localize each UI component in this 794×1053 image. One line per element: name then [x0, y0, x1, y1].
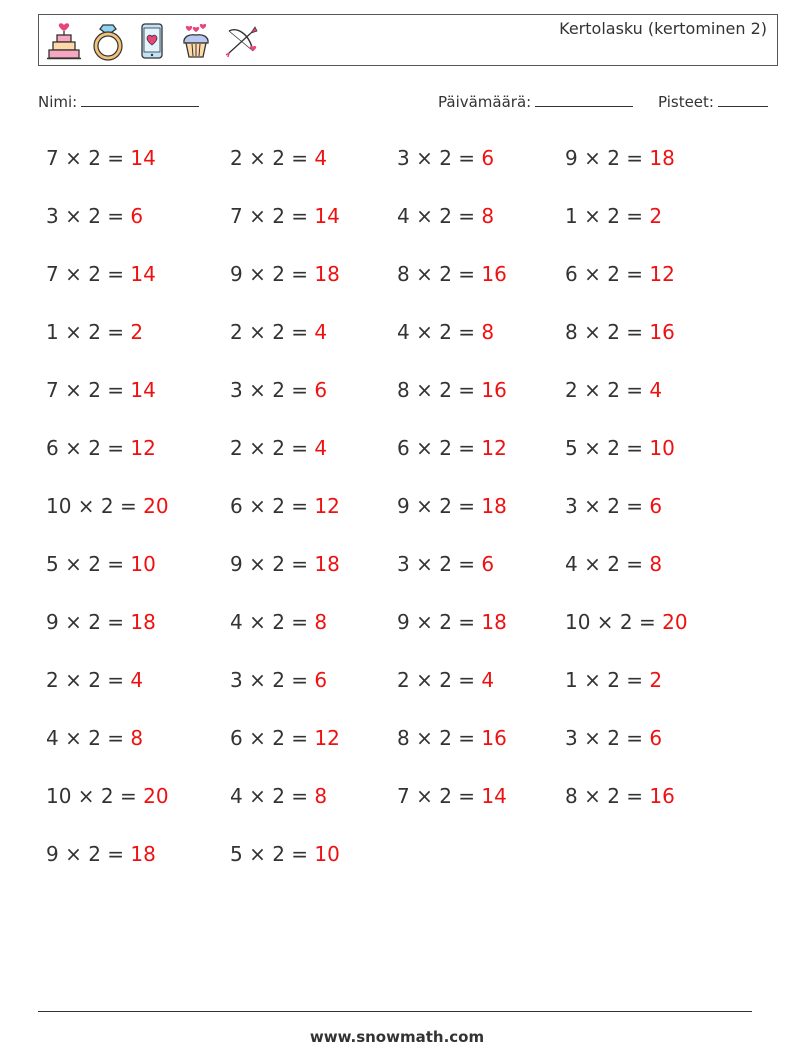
- problem-question: 4 × 2 =: [397, 204, 476, 228]
- problem-question: 8 × 2 =: [397, 262, 476, 286]
- problem-question: 8 × 2 =: [565, 320, 644, 344]
- problem-answer: 2: [130, 320, 144, 344]
- problem-question: 5 × 2 =: [46, 552, 125, 576]
- problem-question: 6 × 2 =: [397, 436, 476, 460]
- problem-question: 3 × 2 =: [230, 668, 309, 692]
- problem-item: [230, 146, 327, 170]
- problem-question: 2 × 2 =: [230, 146, 309, 170]
- problem-question: 3 × 2 =: [230, 378, 309, 402]
- problem-item: [230, 320, 327, 344]
- problem-question: 7 × 2 =: [46, 262, 125, 286]
- problem-item: [397, 436, 507, 460]
- problem-answer: 18: [481, 610, 507, 634]
- ring-icon: [89, 21, 127, 61]
- problem-item: [565, 610, 688, 634]
- problem-answer: 8: [649, 552, 663, 576]
- problem-answer: 8: [314, 784, 328, 808]
- problem-question: 3 × 2 =: [565, 494, 644, 518]
- problem-answer: 18: [130, 610, 156, 634]
- problem-answer: 4: [481, 668, 495, 692]
- problem-answer: 6: [130, 204, 144, 228]
- problem-answer: 2: [649, 668, 663, 692]
- problem-answer: 18: [649, 146, 675, 170]
- problem-question: 9 × 2 =: [397, 494, 476, 518]
- problem-item: [230, 436, 327, 460]
- date-field[interactable]: [438, 92, 633, 111]
- problem-item: [565, 146, 675, 170]
- problem-item: [565, 784, 675, 808]
- problem-answer: 12: [314, 494, 340, 518]
- worksheet-header: [38, 14, 778, 66]
- problem-question: 9 × 2 =: [46, 842, 125, 866]
- problem-answer: 14: [481, 784, 507, 808]
- problem-item: [46, 436, 156, 460]
- problem-item: [397, 668, 494, 692]
- problem-question: 1 × 2 =: [565, 668, 644, 692]
- problem-answer: 18: [314, 552, 340, 576]
- problem-question: 4 × 2 =: [230, 610, 309, 634]
- problem-item: [397, 146, 494, 170]
- problem-item: [46, 378, 156, 402]
- problem-question: 7 × 2 =: [46, 146, 125, 170]
- problem-item: [230, 552, 340, 576]
- problem-question: 2 × 2 =: [565, 378, 644, 402]
- problem-answer: 16: [649, 784, 675, 808]
- problem-question: 5 × 2 =: [565, 436, 644, 460]
- problem-item: [46, 842, 156, 866]
- problem-item: [565, 262, 675, 286]
- problem-item: [397, 262, 507, 286]
- name-field[interactable]: [38, 92, 199, 111]
- problem-question: 4 × 2 =: [230, 784, 309, 808]
- problem-item: [46, 668, 143, 692]
- problem-answer: 12: [130, 436, 156, 460]
- problem-question: 2 × 2 =: [46, 668, 125, 692]
- name-blank[interactable]: [81, 92, 199, 107]
- problem-answer: 16: [481, 378, 507, 402]
- problem-item: [397, 784, 507, 808]
- problem-answer: 16: [481, 262, 507, 286]
- problem-question: 7 × 2 =: [230, 204, 309, 228]
- problem-question: 4 × 2 =: [397, 320, 476, 344]
- problem-answer: 14: [130, 262, 156, 286]
- problem-item: [46, 262, 156, 286]
- problem-item: [230, 378, 327, 402]
- problem-item: [230, 494, 340, 518]
- problem-item: [565, 436, 675, 460]
- problem-answer: 4: [649, 378, 663, 402]
- problem-item: [397, 494, 507, 518]
- problem-answer: 20: [143, 494, 169, 518]
- problem-item: [230, 204, 340, 228]
- problem-item: [397, 552, 494, 576]
- score-label: Pisteet:: [658, 93, 714, 111]
- problem-answer: 16: [481, 726, 507, 750]
- problem-question: 6 × 2 =: [46, 436, 125, 460]
- problem-item: [565, 668, 662, 692]
- problem-question: 3 × 2 =: [397, 552, 476, 576]
- problem-answer: 14: [130, 378, 156, 402]
- problem-answer: 10: [649, 436, 675, 460]
- problem-answer: 20: [662, 610, 688, 634]
- problem-question: 2 × 2 =: [230, 436, 309, 460]
- problem-question: 3 × 2 =: [46, 204, 125, 228]
- problem-item: [230, 668, 327, 692]
- problem-item: [565, 494, 662, 518]
- problem-item: [397, 378, 507, 402]
- problem-item: [565, 320, 675, 344]
- problem-item: [565, 726, 662, 750]
- cupcake-icon: [177, 21, 215, 61]
- problem-item: [46, 494, 169, 518]
- problem-item: [397, 320, 494, 344]
- problem-answer: 6: [649, 494, 663, 518]
- problem-answer: 10: [130, 552, 156, 576]
- problem-question: 1 × 2 =: [565, 204, 644, 228]
- score-field[interactable]: [658, 92, 768, 111]
- problem-item: [397, 610, 507, 634]
- problem-question: 6 × 2 =: [565, 262, 644, 286]
- problem-answer: 8: [314, 610, 328, 634]
- problem-answer: 8: [130, 726, 144, 750]
- problem-answer: 8: [481, 204, 495, 228]
- date-blank[interactable]: [535, 92, 633, 107]
- problem-answer: 12: [649, 262, 675, 286]
- problem-item: [230, 610, 327, 634]
- score-blank[interactable]: [718, 92, 768, 107]
- problem-item: [230, 842, 340, 866]
- problem-answer: 4: [314, 320, 328, 344]
- problem-question: 8 × 2 =: [397, 378, 476, 402]
- problem-answer: 14: [130, 146, 156, 170]
- bow-arrow-icon: [223, 21, 261, 61]
- problem-answer: 4: [314, 436, 328, 460]
- problem-item: [46, 726, 143, 750]
- problem-question: 9 × 2 =: [46, 610, 125, 634]
- problem-item: [46, 552, 156, 576]
- cake-icon: [45, 21, 83, 61]
- problem-item: [46, 784, 169, 808]
- problem-answer: 6: [649, 726, 663, 750]
- problem-answer: 6: [481, 552, 495, 576]
- problem-answer: 6: [314, 378, 328, 402]
- problem-answer: 6: [314, 668, 328, 692]
- problem-answer: 2: [649, 204, 663, 228]
- problem-question: 10 × 2 =: [46, 494, 137, 518]
- problem-item: [397, 204, 494, 228]
- problem-answer: 8: [481, 320, 495, 344]
- problem-question: 9 × 2 =: [230, 262, 309, 286]
- problem-item: [46, 320, 143, 344]
- problem-question: 4 × 2 =: [46, 726, 125, 750]
- problem-item: [230, 726, 340, 750]
- problem-question: 10 × 2 =: [565, 610, 656, 634]
- problem-question: 1 × 2 =: [46, 320, 125, 344]
- problem-item: [46, 610, 156, 634]
- problem-answer: 14: [314, 204, 340, 228]
- footer-divider: [38, 1011, 752, 1012]
- problem-question: 4 × 2 =: [565, 552, 644, 576]
- problem-question: 6 × 2 =: [230, 726, 309, 750]
- problem-question: 9 × 2 =: [397, 610, 476, 634]
- problem-item: [46, 204, 143, 228]
- problem-answer: 4: [130, 668, 144, 692]
- problem-answer: 4: [314, 146, 328, 170]
- problem-item: [46, 146, 156, 170]
- problem-question: 9 × 2 =: [565, 146, 644, 170]
- worksheet-title: Kertolasku (kertominen 2): [559, 19, 767, 38]
- problem-answer: 18: [481, 494, 507, 518]
- problem-question: 6 × 2 =: [230, 494, 309, 518]
- problem-question: 9 × 2 =: [230, 552, 309, 576]
- problem-answer: 20: [143, 784, 169, 808]
- problem-item: [230, 262, 340, 286]
- problem-question: 2 × 2 =: [230, 320, 309, 344]
- name-label: Nimi:: [38, 93, 78, 111]
- problem-answer: 18: [130, 842, 156, 866]
- problem-question: 5 × 2 =: [230, 842, 309, 866]
- problem-item: [565, 552, 662, 576]
- problem-answer: 16: [649, 320, 675, 344]
- problem-item: [565, 204, 662, 228]
- footer-url: www.snowmath.com: [309, 1028, 485, 1046]
- date-label: Päivämäärä:: [438, 93, 532, 111]
- problem-answer: 12: [481, 436, 507, 460]
- problem-answer: 18: [314, 262, 340, 286]
- problem-answer: 12: [314, 726, 340, 750]
- problem-question: 8 × 2 =: [565, 784, 644, 808]
- phone-heart-icon: [133, 21, 171, 61]
- problem-answer: 6: [481, 146, 495, 170]
- problem-question: 7 × 2 =: [46, 378, 125, 402]
- problem-question: 3 × 2 =: [397, 146, 476, 170]
- problem-question: 7 × 2 =: [397, 784, 476, 808]
- problem-question: 10 × 2 =: [46, 784, 137, 808]
- problem-item: [230, 784, 327, 808]
- problem-item: [397, 726, 507, 750]
- problem-item: [565, 378, 662, 402]
- problem-answer: 10: [314, 842, 340, 866]
- problem-question: 2 × 2 =: [397, 668, 476, 692]
- problem-question: 3 × 2 =: [565, 726, 644, 750]
- problem-question: 8 × 2 =: [397, 726, 476, 750]
